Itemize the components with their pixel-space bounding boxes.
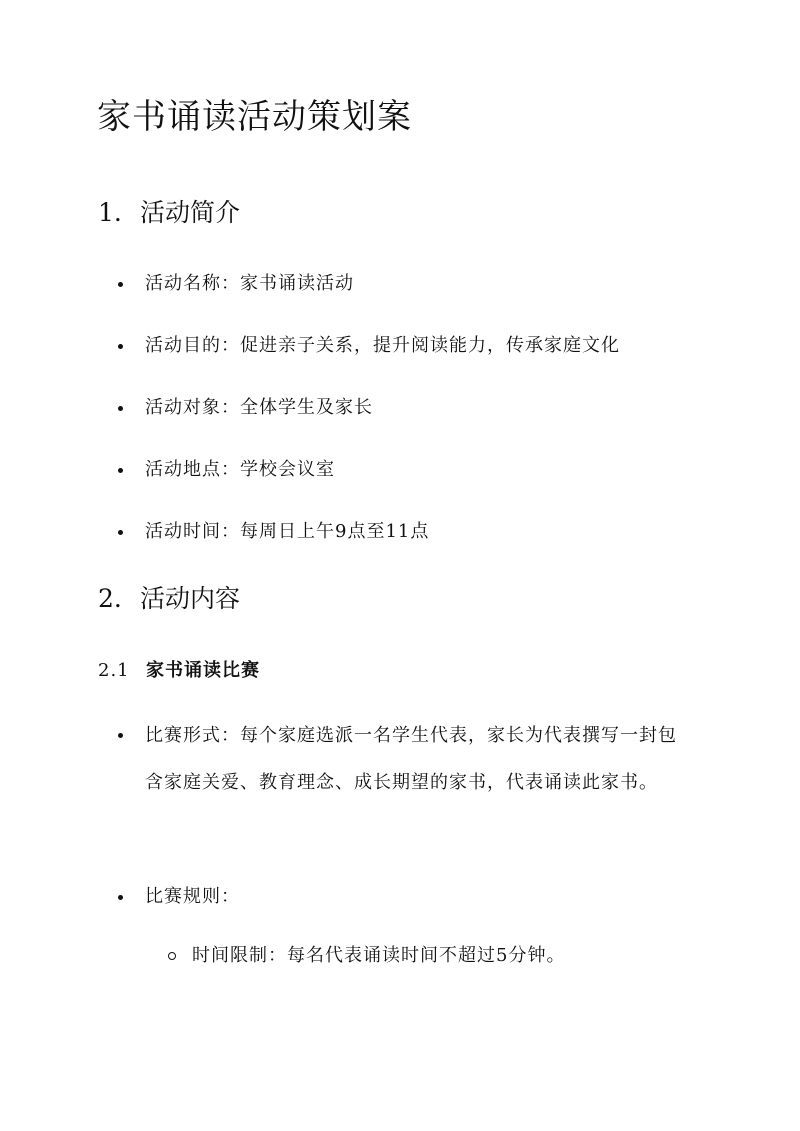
list-item-text: 活动目的：促进亲子关系，提升阅读能力，传承家庭文化	[145, 335, 620, 356]
sub-list-item-text: 时间限制：每名代表诵读时间不超过5分钟。	[192, 945, 566, 966]
section-heading-2	[98, 582, 240, 616]
section-number: 2.	[98, 584, 122, 613]
list-item-text: 活动名称：家书诵读活动	[145, 273, 354, 294]
bullet-icon	[118, 733, 123, 738]
bullet-icon	[118, 406, 123, 411]
section-number: 1.	[98, 198, 122, 227]
list-item-text: 活动地点：学校会议室	[145, 459, 335, 480]
bullet-icon	[118, 468, 123, 473]
bullet-icon	[118, 530, 123, 535]
bullet-icon	[118, 895, 123, 900]
subsection-title: 家书诵读比赛	[146, 660, 260, 681]
subsection-heading-2-1	[98, 657, 260, 685]
bullet-icon	[118, 282, 123, 287]
list-item-text: 比赛形式：每个家庭选派一名学生代表，家长为代表撰写一封包含家庭关爱、教育理念、成长期望的家书，代表诵读此家书。	[145, 725, 677, 793]
list-item-text: 活动时间：每周日上午9点至11点	[145, 521, 430, 542]
bullet-icon	[118, 344, 123, 349]
list-item-text: 比赛规则：	[145, 886, 240, 907]
document-title: 家书诵读活动策划案	[97, 97, 412, 137]
section-title: 活动内容	[140, 584, 241, 613]
hollow-bullet-icon	[168, 952, 176, 960]
list-item-text: 活动对象：全体学生及家长	[145, 397, 373, 418]
section-title: 活动简介	[140, 198, 241, 227]
section-heading-1	[98, 196, 240, 230]
subsection-number: 2.1	[98, 660, 130, 681]
